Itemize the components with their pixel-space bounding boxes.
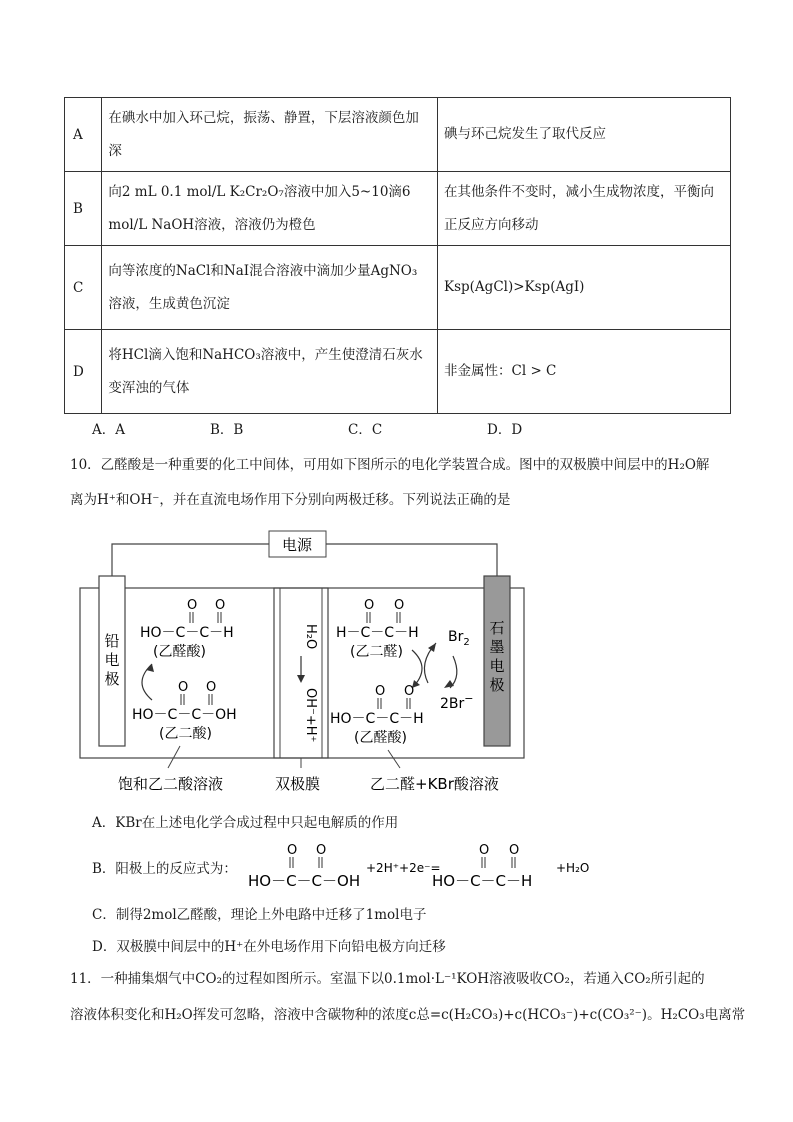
svg-text:H₂O: H₂O <box>303 624 318 650</box>
leader-line <box>168 746 180 768</box>
graphite-label: 极 <box>489 676 505 694</box>
graphite-label: 墨 <box>489 638 505 656</box>
power-label: 电源 <box>281 536 313 554</box>
svg-text:O: O <box>364 598 375 613</box>
svg-text:O: O <box>178 680 189 695</box>
oxalic-acid-label: (乙二酸) <box>159 726 212 742</box>
row-conclusion: 碘与环己烷发生了取代反应 <box>438 98 731 172</box>
membrane-label: 双极膜 <box>275 775 321 793</box>
q11-stem-line1: 11．一种捕集烟气中CO₂的过程如图所示。室温下以0.1mol·L⁻¹KOH溶液吸收CO₂，若通入CO₂所引起的 <box>70 971 705 987</box>
arrow-head <box>428 643 436 652</box>
svg-text:HO－C－C－H: HO－C－C－H <box>432 872 533 890</box>
row-label: B <box>65 172 102 246</box>
row-operation: 将HCl滴入饱和NaHCO₃溶液中，产生使澄清石灰水变浑浊的气体 <box>102 330 438 414</box>
row-operation: 向2 mL 0.1 mol/L K₂Cr₂O₇溶液中加入5~10滴6 mol/L NaOH溶液，溶液仍为橙色 <box>102 172 438 246</box>
svg-text:O: O <box>404 684 415 699</box>
glyoxylic-acid-structure <box>140 598 234 641</box>
q11-stem-line2: 溶液体积变化和H₂O挥发可忽略，溶液中含碳物种的浓度c总=c(H₂CO₃)+c(HCO₃⁻)+c(CO₃²⁻)。H₂CO₃电离常 <box>70 1007 746 1023</box>
option-a: A．A <box>92 422 125 438</box>
oxalic-acid-structure <box>132 680 237 723</box>
svg-text:HO－C－C－H: HO－C－C－H <box>330 711 424 727</box>
option-c: C．C <box>348 422 383 438</box>
glyoxylic-acid-label-right: (乙醛酸) <box>354 730 407 746</box>
graphite-label: 石 <box>489 619 505 637</box>
electrolysis-diagram <box>70 528 530 798</box>
table-row <box>65 172 731 246</box>
svg-text:H－C－C－H: H－C－C－H <box>336 625 419 641</box>
svg-text:O: O <box>287 843 298 858</box>
row-operation: 在碘水中加入环己烷，振荡、静置，下层溶液颜色加深 <box>102 98 438 172</box>
row-conclusion: 在其他条件不变时，减小生成物浓度，平衡向正反应方向移动 <box>438 172 731 246</box>
row-label: A <box>65 98 102 172</box>
graphite-label: 电 <box>489 657 505 675</box>
lead-label: 极 <box>104 670 120 688</box>
q10-option-a: A．KBr在上述电化学合成过程中只起电解质的作用 <box>92 815 399 831</box>
q10-option-d: D．双极膜中间层中的H⁺在外电场作用下向铅电极方向迁移 <box>92 939 446 955</box>
row-label: D <box>65 330 102 414</box>
svg-text:O: O <box>206 680 217 695</box>
row-conclusion: Ksp(AgCl)>Ksp(AgI) <box>438 246 731 330</box>
svg-text:O: O <box>479 843 490 858</box>
svg-text:O: O <box>375 684 386 699</box>
row-label: C <box>65 246 102 330</box>
row-conclusion: 非金属性：Cl > C <box>438 330 731 414</box>
table-row <box>65 330 731 414</box>
table-row <box>65 246 731 330</box>
arrow-head <box>297 675 305 683</box>
right-solution-label: 乙二醛+KBr酸溶液 <box>370 775 499 793</box>
glyoxylic-acid-structure-right <box>330 684 424 727</box>
table-row <box>65 98 731 172</box>
glyoxal-structure <box>336 598 419 641</box>
q10-stem-line1: 10．乙醛酸是一种重要的化工中间体，可用如下图所示的电化学装置合成。图中的双极膜中间层中的H₂O解 <box>70 457 710 473</box>
membrane-species <box>303 624 318 649</box>
svg-text:O: O <box>187 598 198 613</box>
svg-text:+2H⁺+2e⁻=: +2H⁺+2e⁻= <box>366 861 441 875</box>
bromine-label: $Br_2$ <box>448 629 470 648</box>
svg-text:O: O <box>509 843 520 858</box>
q10-stem-line2: 离为H⁺和OH⁻，并在直流电场作用下分别向两极迁移。下列说法正确的是 <box>70 492 511 508</box>
svg-text:HO－C－C－OH: HO－C－C－OH <box>132 707 237 723</box>
svg-text:O: O <box>316 843 327 858</box>
left-solution-label: 饱和乙二酸溶液 <box>118 775 224 793</box>
svg-text:+H₂O: +H₂O <box>556 861 590 875</box>
membrane-ions <box>303 688 318 742</box>
experiment-table <box>64 97 731 414</box>
bromide-label: 2Br− <box>440 692 474 712</box>
row-operation: 向等浓度的NaCl和NaI混合溶液中滴加少量AgNO₃溶液，生成黄色沉淀 <box>102 246 438 330</box>
svg-text:O: O <box>394 598 405 613</box>
option-b: B．B <box>210 422 244 438</box>
svg-text:HO－C－C－H: HO－C－C－H <box>140 625 234 641</box>
lead-label: 铅 <box>104 632 120 650</box>
option-d: D．D <box>487 422 523 438</box>
glyoxal-label: (乙二醛) <box>350 644 403 660</box>
svg-text:HO－C－C－OH: HO－C－C－OH <box>248 872 361 890</box>
arrow-head <box>444 680 454 688</box>
svg-text:OH⁻+H⁺: OH⁻+H⁺ <box>303 688 318 743</box>
svg-text:O: O <box>215 598 226 613</box>
glyoxylic-acid-label: (乙醛酸) <box>153 644 206 660</box>
q10-option-b-equation <box>244 838 604 894</box>
lead-label: 电 <box>104 651 120 669</box>
q10-option-b-prefix: B．阳极上的反应式为： <box>92 861 237 877</box>
q10-option-c: C．制得2mol乙醛酸，理论上外电路中迁移了1mol电子 <box>92 907 427 923</box>
leader-line <box>388 750 400 768</box>
